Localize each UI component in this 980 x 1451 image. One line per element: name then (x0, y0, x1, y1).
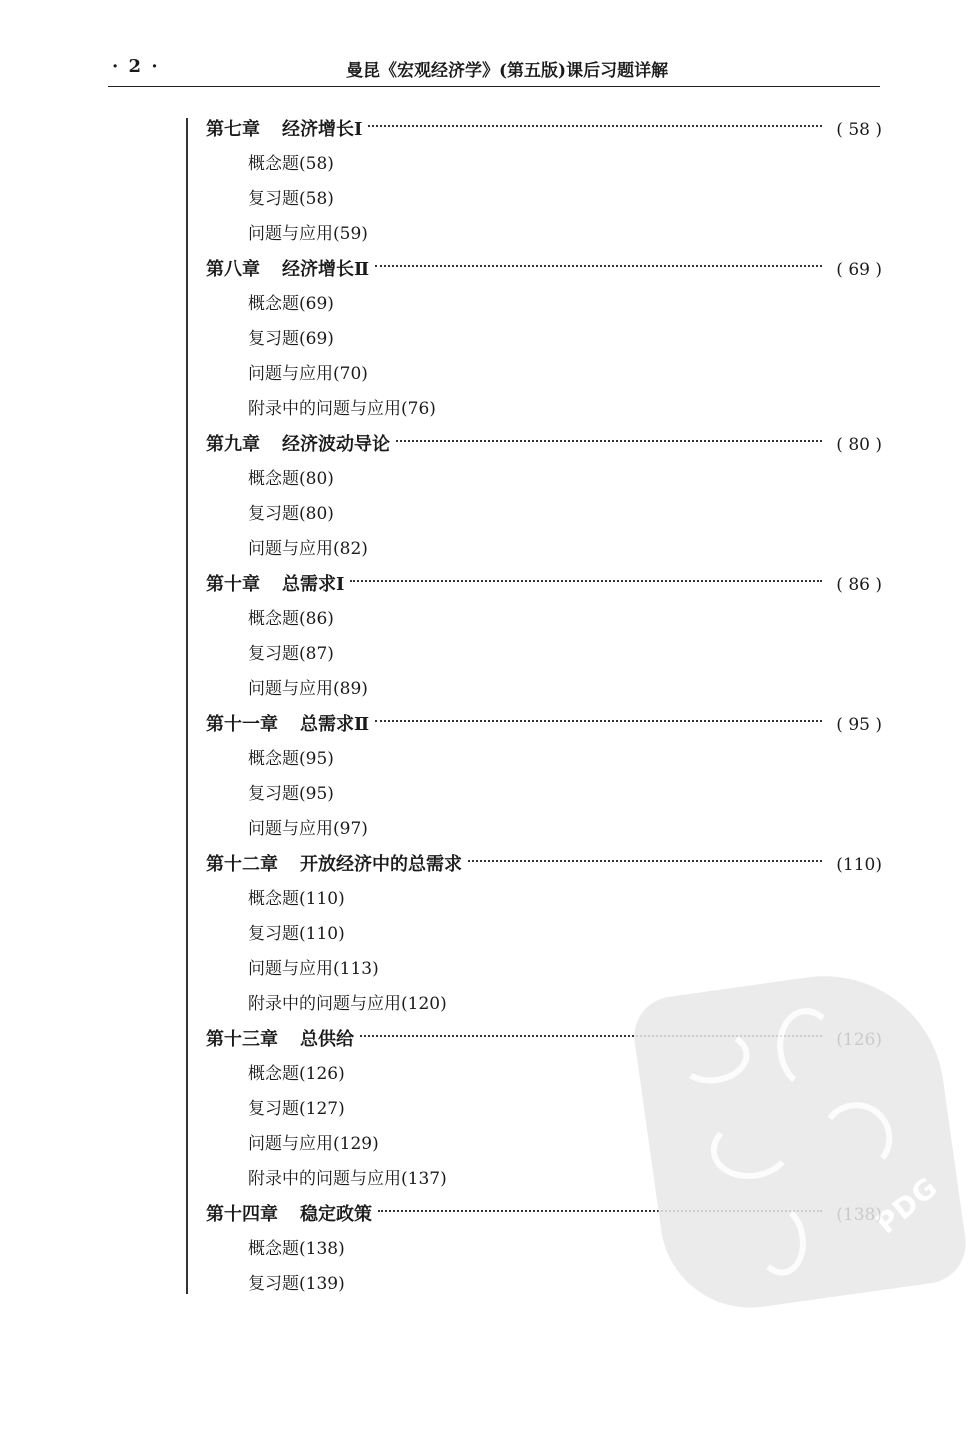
page-header (108, 52, 880, 87)
section-entry[interactable]: 附录中的问题与应用(137) (248, 1169, 447, 1189)
chapter-title: 总需求Ⅱ (300, 714, 370, 735)
seal-stroke (772, 1004, 845, 1094)
chapter-page-number: ( 69 ) (836, 260, 882, 280)
section-entry[interactable]: 概念题(110) (248, 889, 345, 909)
chapter-title: 经济波动导论 (282, 434, 390, 455)
section-entry[interactable]: 复习题(87) (248, 644, 334, 664)
toc-chapter (206, 707, 882, 847)
section-entry[interactable]: 附录中的问题与应用(120) (248, 994, 447, 1014)
seal-stroke (707, 1111, 797, 1184)
chapter-title: 总需求Ⅰ (282, 574, 345, 595)
toc-chapter (206, 252, 882, 427)
chapter-title: 开放经济中的总需求 (300, 854, 462, 875)
chapter-number: 第十一章 (206, 714, 278, 735)
chapter-title: 稳定政策 (300, 1204, 372, 1225)
chapter-entry[interactable] (206, 252, 882, 287)
chapter-number: 第十章 (206, 574, 260, 595)
chapter-entry[interactable] (206, 112, 882, 147)
section-entry[interactable]: 概念题(138) (248, 1239, 345, 1259)
chapter-number: 第九章 (206, 434, 260, 455)
section-list (206, 287, 882, 427)
chapter-page-number: ( 95 ) (836, 715, 882, 735)
chapter-page-number: ( 86 ) (836, 575, 882, 595)
section-entry[interactable]: 问题与应用(129) (248, 1134, 379, 1154)
section-list (206, 742, 882, 847)
running-title: 曼昆《宏观经济学》(第五版)课后习题详解 (346, 61, 669, 81)
watermark-text: PDG (869, 1170, 945, 1241)
chapter-title: 总供给 (300, 1029, 354, 1050)
seal-stroke (816, 1097, 897, 1178)
section-list (206, 147, 882, 252)
section-entry[interactable]: 概念题(86) (248, 609, 334, 629)
section-entry[interactable]: 复习题(139) (248, 1274, 345, 1294)
section-entry[interactable]: 问题与应用(89) (248, 679, 368, 699)
chapter-entry[interactable] (206, 427, 882, 462)
chapter-number: 第十二章 (206, 854, 278, 875)
chapter-title: 经济增长Ⅰ (282, 119, 363, 140)
dot-leader (368, 125, 822, 127)
section-entry[interactable]: 复习题(127) (248, 1099, 345, 1119)
section-entry[interactable]: 概念题(69) (248, 294, 334, 314)
dot-leader (468, 860, 822, 862)
section-entry[interactable]: 复习题(58) (248, 189, 334, 209)
section-entry[interactable]: 复习题(80) (248, 504, 334, 524)
seal-stroke (674, 1026, 753, 1088)
chapter-page-number: ( 80 ) (836, 435, 882, 455)
section-entry[interactable]: 问题与应用(97) (248, 819, 368, 839)
dot-leader (350, 580, 822, 582)
dot-leader (396, 440, 822, 442)
toc-chapter (206, 567, 882, 707)
section-entry[interactable]: 复习题(95) (248, 784, 334, 804)
chapter-title: 经济增长Ⅱ (282, 259, 370, 280)
section-entry[interactable]: 概念题(126) (248, 1064, 345, 1084)
section-entry[interactable]: 问题与应用(70) (248, 364, 368, 384)
chapter-page-number: ( 58 ) (836, 120, 882, 140)
toc-chapter (206, 112, 882, 252)
chapter-entry[interactable] (206, 567, 882, 602)
chapter-entry[interactable] (206, 847, 882, 882)
section-entry[interactable]: 附录中的问题与应用(76) (248, 399, 436, 419)
section-list (206, 462, 882, 567)
dot-leader (375, 265, 822, 267)
section-entry[interactable]: 概念题(95) (248, 749, 334, 769)
section-entry[interactable]: 问题与应用(113) (248, 959, 379, 979)
chapter-page-number: (110) (836, 855, 882, 875)
seal-stroke (749, 1201, 811, 1280)
chapter-number: 第十四章 (206, 1204, 278, 1225)
section-entry[interactable]: 概念题(58) (248, 154, 334, 174)
chapter-entry[interactable] (206, 707, 882, 742)
dot-leader (375, 720, 822, 722)
section-entry[interactable]: 复习题(69) (248, 329, 334, 349)
section-entry[interactable]: 概念题(80) (248, 469, 334, 489)
watermark-seal (629, 961, 971, 1320)
chapter-number: 第七章 (206, 119, 260, 140)
page-number: · 2 · (112, 56, 160, 77)
section-entry[interactable]: 问题与应用(59) (248, 224, 368, 244)
section-list (206, 602, 882, 707)
margin-rule (186, 118, 188, 1294)
section-entry[interactable]: 问题与应用(82) (248, 539, 368, 559)
chapter-number: 第十三章 (206, 1029, 278, 1050)
chapter-number: 第八章 (206, 259, 260, 280)
toc-chapter (206, 427, 882, 567)
section-entry[interactable]: 复习题(110) (248, 924, 345, 944)
